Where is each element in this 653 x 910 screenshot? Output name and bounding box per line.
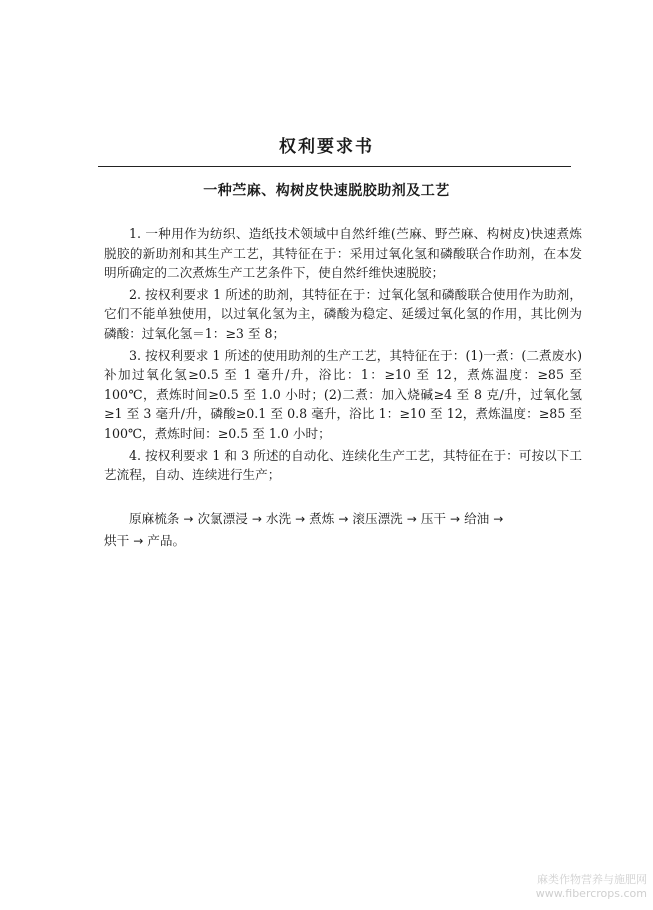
- arrow-icon: →: [183, 512, 194, 526]
- process-step: 压干: [420, 511, 446, 526]
- process-step: 滚压漂洗: [352, 511, 403, 526]
- claims-section: [104, 224, 582, 487]
- claim-1: 1. 一种用作为纺织、造纸技术领域中自然纤维(苎麻、野苎麻、构树皮)快速煮炼脱胶的新助剂和其生产工艺，其特征在于：采用过氧化氢和磷酸联合作助剂，在本发明所确定的二次煮炼生产工艺条件下，使自然纤维快速脱胶；: [104, 226, 582, 281]
- arrow-icon: →: [493, 512, 504, 526]
- process-step: 煮炼: [309, 511, 335, 526]
- process-flow-line-2: [104, 530, 582, 552]
- process-step: 次氯漂浸: [197, 511, 248, 526]
- document-title: 一种苎麻、构树皮快速脱胶助剂及工艺: [203, 183, 450, 199]
- arrow-icon: →: [295, 512, 306, 526]
- arrow-icon: →: [133, 534, 144, 548]
- arrow-icon: →: [251, 512, 262, 526]
- page-header-title: 权利要求书: [279, 137, 374, 157]
- arrow-icon: →: [406, 512, 417, 526]
- claim-3: 3. 按权利要求 1 所述的使用助剂的生产工艺，其特征在于：(1)一煮：(二煮废水)补加过氧化氢≥0.5 至 1 毫升/升，浴比：1：≥10 至 12，煮炼温度：≥85 至 100℃，煮炼时间≥0.5 至 1.0 小时；(2)二煮：加入烧碱≥4 至 8 克/升，过氧化氢≥1 至 3 毫升/升，磷酸≥0.1 至 0.8 毫升，浴比 1：≥10 至 12，煮炼温度：≥85 至 100℃，煮炼时间：≥0.5 至 1.0 小时；: [104, 347, 582, 441]
- watermark: [536, 873, 647, 901]
- claim-4: 4. 按权利要求 1 和 3 所述的自动化、连续化生产工艺，其特征在于：可按以下工艺流程，自动、连续进行生产；: [104, 447, 582, 483]
- arrow-icon: →: [338, 512, 349, 526]
- arrow-icon: →: [450, 512, 461, 526]
- process-step: 产品。: [147, 533, 186, 548]
- watermark-url: www.fibercrops.com: [535, 887, 647, 900]
- process-step: 水洗: [265, 511, 292, 526]
- watermark-site-name: 麻类作物营养与施肥网: [537, 873, 647, 886]
- process-flow-line-1: [104, 508, 582, 530]
- process-flow: [104, 508, 582, 552]
- claim-2: 2. 按权利要求 1 所述的助剂，其特征在于：过氧化氢和磷酸联合使用作为助剂，它们不能单独使用，以过氧化氢为主，磷酸为稳定、延缓过氧化氢的作用，其比例为磷酸：过氧化氢＝1：≥3 至 8；: [104, 286, 582, 341]
- process-step: 给油: [464, 511, 490, 526]
- title-divider: [98, 166, 571, 167]
- process-step: 烘干: [104, 533, 130, 548]
- process-step: 原麻梳条: [129, 511, 180, 526]
